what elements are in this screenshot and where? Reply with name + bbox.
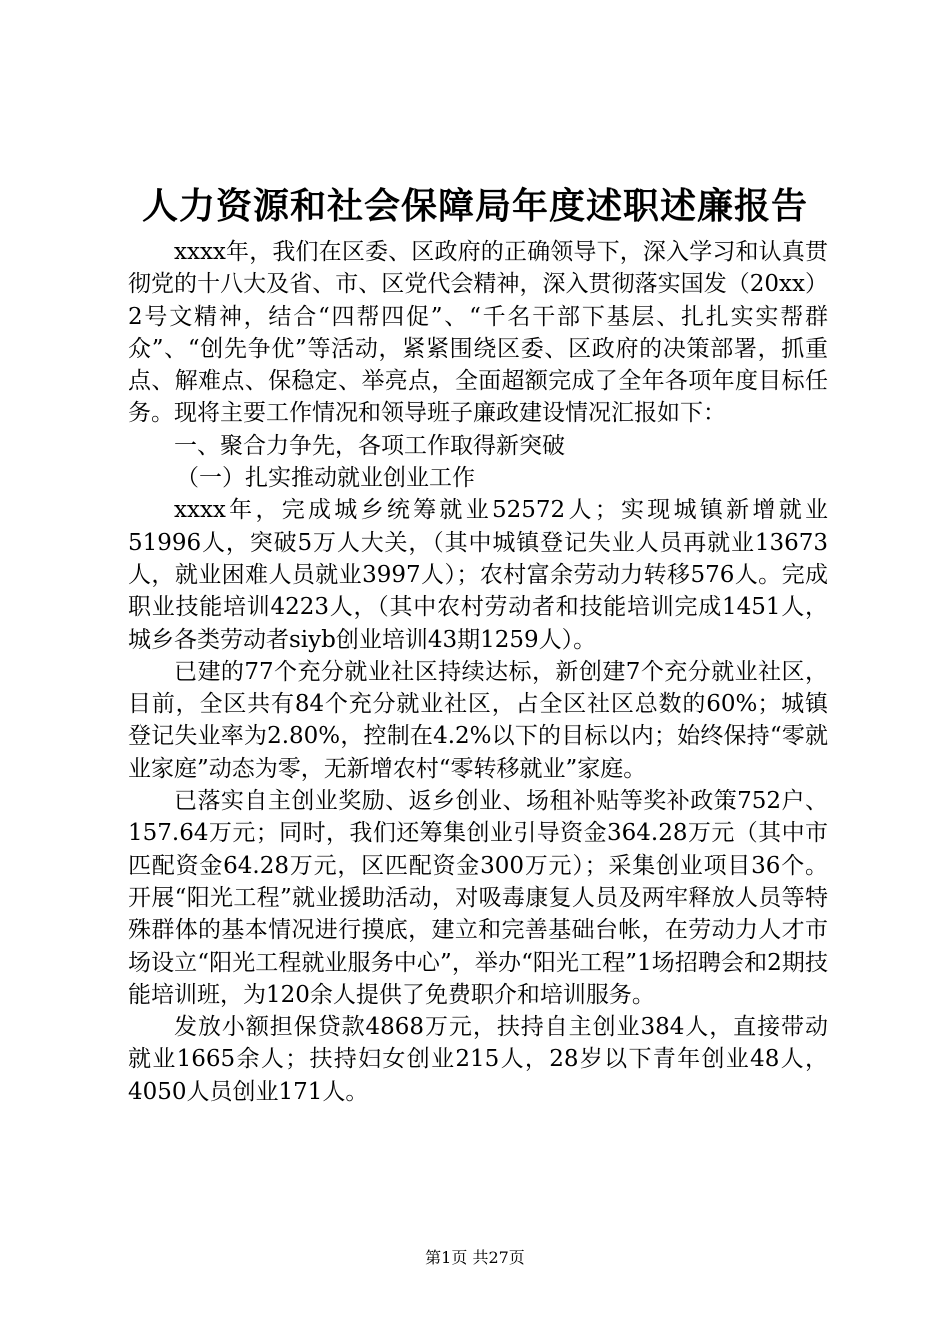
subsection-heading: （一）扎实推动就业创业工作	[176, 465, 475, 492]
document-title: 人力资源和社会保障局年度述职述廉报告	[141, 185, 808, 227]
paragraph-employment: xxxx年，完成城乡统筹就业52572人；实现城镇新增就业51996人，突破5万人大关，（其中城镇登记失业人员再就业13673人，就业困难人员就业3997人）；农村富余劳动力转移576人。完成职业技能培训4223人，（其中农村劳动者和技能培训完成1451人，城乡各类劳动者siyb创业培训43期1259人）。	[128, 497, 828, 653]
paragraph-entrepreneurship: 已落实自主创业奖励、返乡创业、场租补贴等奖补政策752户、157.64万元；同时，我们还筹集创业引导资金364.28万元（其中市匹配资金64.28万元，区匹配资金300万元）；采集创业项目36个。开展“阳光工程”就业援助活动，对吸毒康复人员及两牢释放人员等特殊群体的基本情况进行摸底，建立和完善基础台帐，在劳动力人才市场设立“阳光工程就业服务中心”，举办“阳光工程”1场招聘会和2期技能培训班，为120余人提供了免费职介和培训服务。	[128, 788, 828, 1008]
paragraph-loans: 发放小额担保贷款4868万元，扶持自主创业384人，直接带动就业1665余人；扶持妇女创业215人，28岁以下青年创业48人，4050人员创业171人。	[128, 1014, 828, 1105]
paragraph-community: 已建的77个充分就业社区持续达标，新创建7个充分就业社区，目前，全区共有84个充分就业社区，占全区社区总数的60%；城镇登记失业率为2.80%，控制在4.2%以下的目标以内；始终保持“零就业家庭”动态为零，无新增农村“零转移就业”家庭。	[128, 658, 828, 782]
document-body	[128, 236, 828, 1108]
page-footer: 第1页 共27页	[425, 1248, 525, 1267]
section-heading: 一、聚合力争先，各项工作取得新突破	[174, 432, 565, 459]
paragraph-intro: xxxx年，我们在区委、区政府的正确领导下，深入学习和认真贯彻党的十八大及省、市、区党代会精神，深入贯彻落实国发（20xx）2号文精神，结合“四帮四促”、“千名干部下基层、扎扎实实帮群众”、“创先争优”等活动，紧紧围绕区委、区政府的决策部署，抓重点、解难点、保稳定、举亮点，全面超额完成了全年各项年度目标任务。现将主要工作情况和领导班子廉政建设情况汇报如下：	[128, 239, 828, 427]
